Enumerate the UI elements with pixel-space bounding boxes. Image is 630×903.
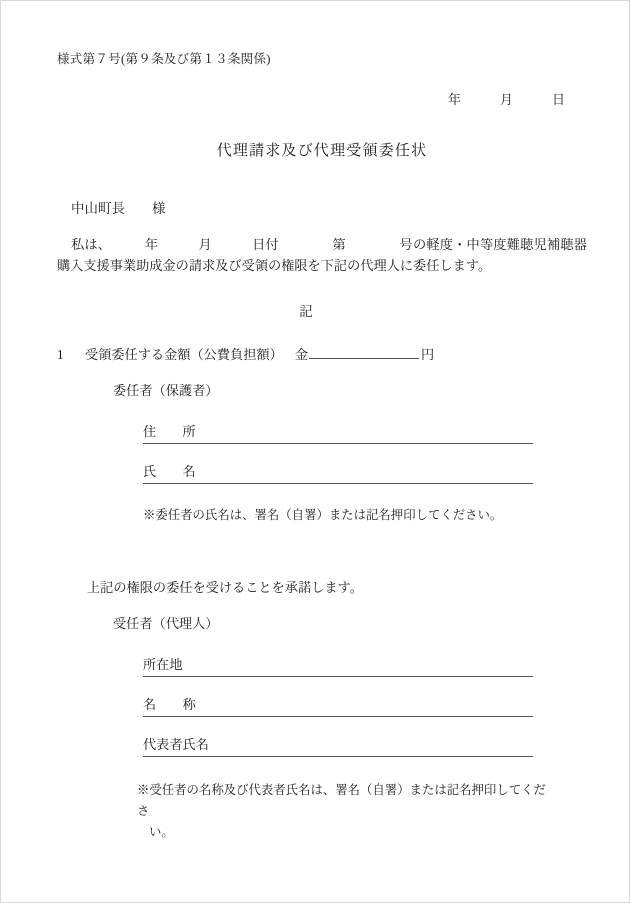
delegatee-note: [137, 780, 555, 843]
delegator-heading: 委任者（保護者）: [113, 383, 219, 398]
amount-group: [295, 344, 434, 363]
delegatee-note-line2: い。: [149, 825, 174, 839]
item-number: 1: [57, 347, 64, 362]
delegatee-name-field[interactable]: [143, 694, 533, 717]
delegatee-note-line1: ※受任者の名称及び代表者氏名は、署名（自署）または記名押印してくださ: [137, 783, 546, 818]
delegatee-name-label: 名 称: [143, 697, 196, 712]
body-paragraph: 私は、 年 月 日付 第 号の軽度・中等度難聴児補聴器購入支援事業助成金の請求及び受領の権限を下記の代理人に委任します。: [57, 237, 587, 273]
document-body: [1, 1, 630, 903]
delegator-note: ※委任者の氏名は、署名（自署）または記名押印してください。: [143, 508, 503, 522]
delegator-address-field[interactable]: [143, 421, 533, 444]
delegatee-representative-label: 代表者氏名: [143, 737, 209, 752]
amount-prefix: 金: [294, 347, 308, 362]
amount-input-blank[interactable]: [309, 344, 419, 359]
delegatee-representative-field[interactable]: [143, 734, 533, 757]
form-number: 様式第７号(第９条及び第１３条関係): [57, 52, 271, 66]
consent-text: 上記の権限の委任を受けることを承諾します。: [87, 580, 363, 595]
delegatee-location-field[interactable]: [143, 654, 533, 677]
item-amount-row: [57, 344, 587, 363]
item-label: 受領委任する金額（公費負担額）: [85, 347, 283, 362]
delegator-name-field[interactable]: [143, 461, 533, 484]
document-title: 代理請求及び代理受領委任状: [216, 143, 428, 159]
ki-mark: 記: [299, 304, 313, 319]
delegator-name-label: 氏 名: [143, 464, 196, 479]
date-line: 年 月 日: [447, 92, 565, 107]
delegatee-location-label: 所在地: [143, 657, 183, 672]
amount-suffix: 円: [421, 347, 435, 362]
addressee-line: 中山町長 様: [71, 201, 166, 216]
delegatee-heading: 受任者（代理人）: [113, 616, 219, 631]
delegator-address-label: 住 所: [143, 424, 196, 439]
